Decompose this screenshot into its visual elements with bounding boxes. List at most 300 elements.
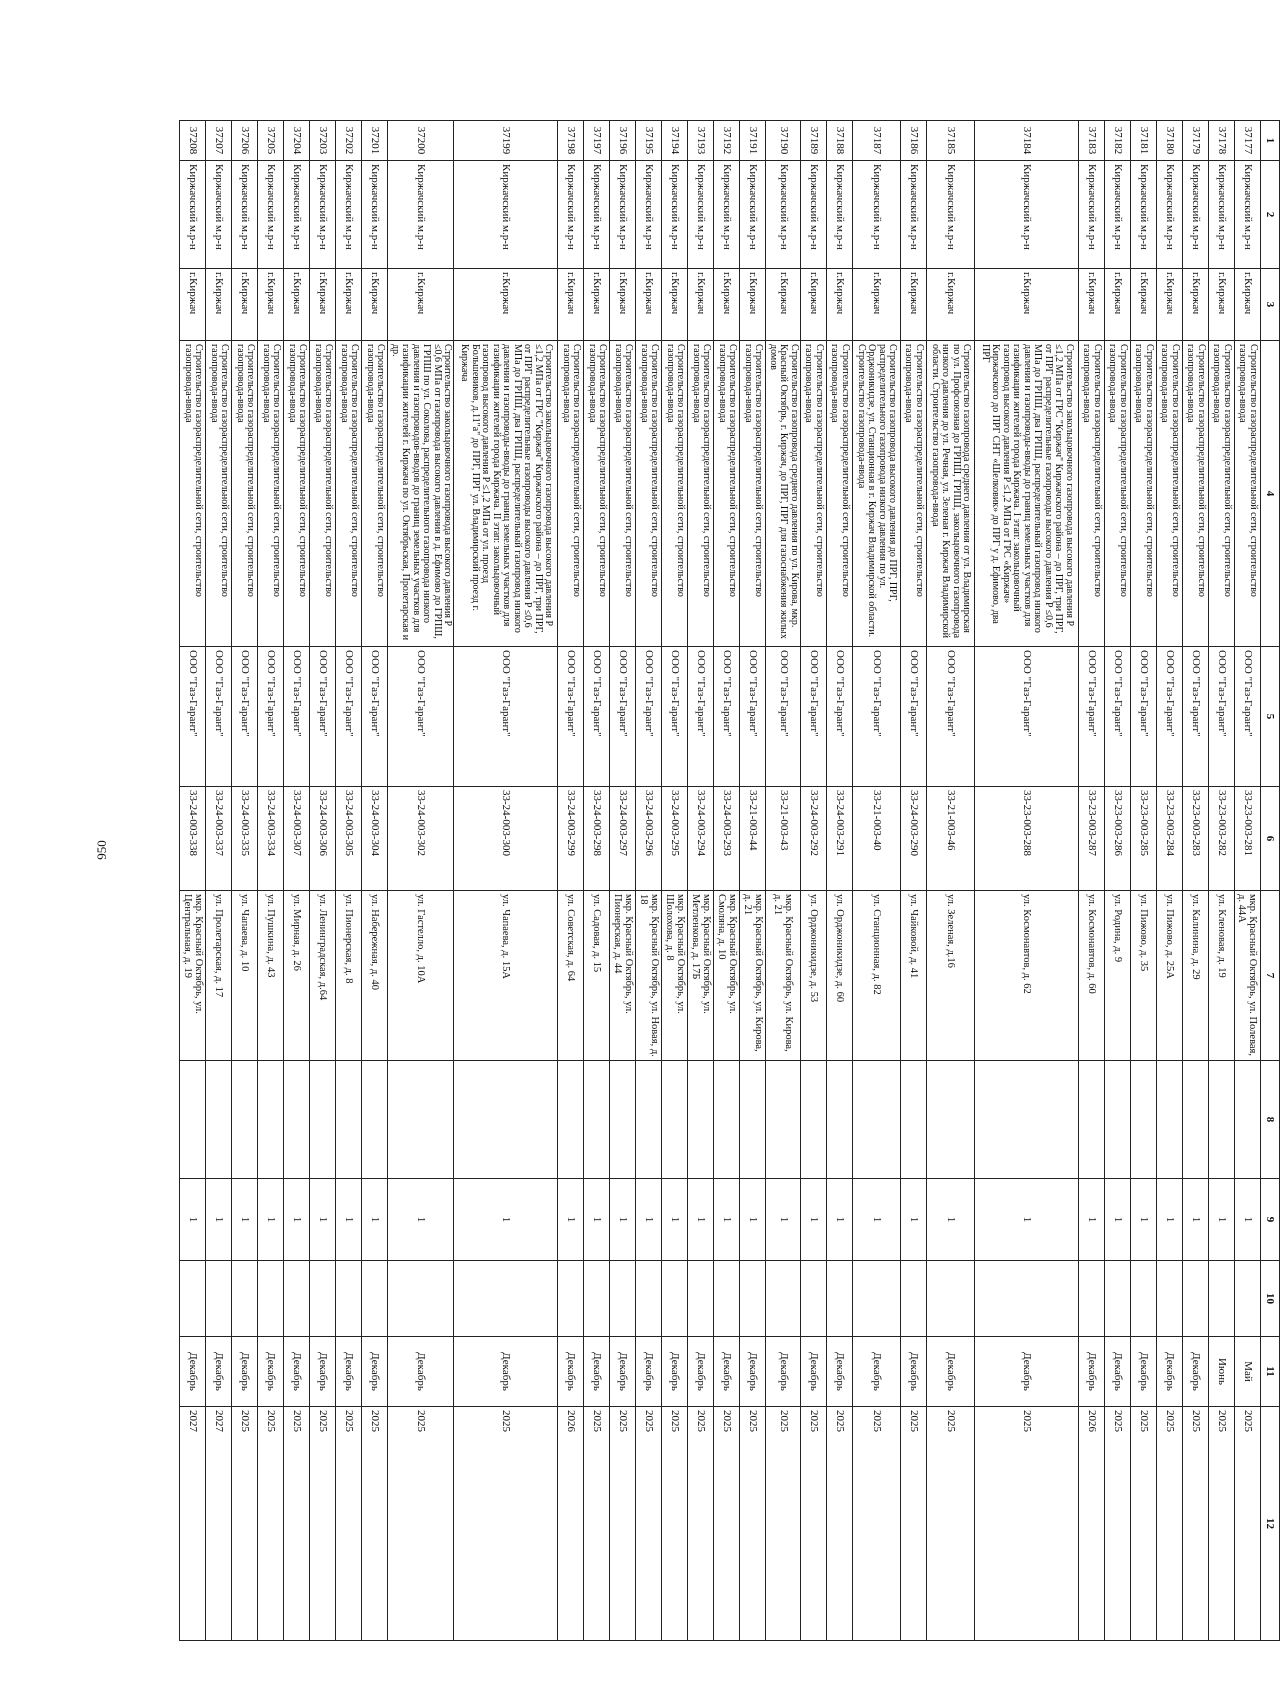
work-description-cell: Строительство газопровода высокого давления до ПРГ, ПРГ, распределительного газопровода низкого давления по ул. Орджоникидзе, ул. Станционная в г. Киржач Владимирской области. Строительство газопровода-ввода: [853, 341, 901, 647]
quantity-cell: 1: [766, 1179, 801, 1261]
month-cell: Декабрь: [388, 1337, 454, 1407]
settlement-cell: г.Киржач: [827, 269, 853, 341]
object-code-cell: 33-24-003-334: [258, 787, 284, 891]
table-row: [284, 121, 310, 1641]
address-cell: ул. Советская, д. 64: [558, 891, 584, 1061]
col-header-6: 6: [1261, 787, 1280, 891]
year-cell: 2025: [584, 1407, 610, 1641]
col8-cell: [454, 1061, 558, 1179]
organization-cell: ООО "Газ-Гарант": [610, 647, 636, 787]
object-code-cell: 33-23-003-287: [1079, 787, 1105, 891]
organization-cell: ООО "Газ-Гарант": [740, 647, 766, 787]
object-code-cell: 33-24-003-294: [688, 787, 714, 891]
table-row: [901, 121, 927, 1641]
work-description-cell: Строительство газораспределительной сети, строительство газопровода-ввода: [180, 341, 206, 647]
work-description-cell: Строительство газораспределительной сети, строительство газопровода-ввода: [662, 341, 688, 647]
col10-cell: [558, 1261, 584, 1337]
organization-cell: ООО "Газ-Гарант": [388, 647, 454, 787]
quantity-cell: 1: [284, 1179, 310, 1261]
settlement-cell: г.Киржач: [801, 269, 827, 341]
month-cell: Декабрь: [901, 1337, 927, 1407]
address-cell: ул. Мирная, д. 26: [284, 891, 310, 1061]
year-cell: 2025: [388, 1407, 454, 1641]
district-cell: Киржачский м.р-н: [975, 161, 1079, 269]
col8-cell: [1235, 1061, 1261, 1179]
row-number: 37202: [336, 121, 362, 161]
month-cell: Декабрь: [206, 1337, 232, 1407]
row-number: 37187: [853, 121, 901, 161]
year-cell: 2025: [1235, 1407, 1261, 1641]
work-description-cell: Строительство газораспределительной сети, строительство газопровода-ввода: [801, 341, 827, 647]
col8-cell: [975, 1061, 1079, 1179]
col8-cell: [310, 1061, 336, 1179]
year-cell: 2025: [1131, 1407, 1157, 1641]
year-cell: 2025: [362, 1407, 388, 1641]
table-row: [206, 121, 232, 1641]
col8-cell: [284, 1061, 310, 1179]
work-description-cell: Строительство газопровода среднего давления от ул. Владимирская по ул. Профсоюзная до ГРПШ, ГРПШ, закольцовочного газопровода низкого давления до ул. Речная, ул. Зеленая г. Киржач Владимирской области. Строительство газопровода-ввода: [927, 341, 975, 647]
object-code-cell: 33-23-003-286: [1105, 787, 1131, 891]
object-code-cell: 33-24-003-292: [801, 787, 827, 891]
address-cell: мкр. Красный Октябрь, ул. Новая, д. 18: [636, 891, 662, 1061]
address-cell: ул. Чапаева, д. 15А: [454, 891, 558, 1061]
col10-cell: [766, 1261, 801, 1337]
gasification-table: [180, 120, 1280, 1641]
district-cell: Киржачский м.р-н: [206, 161, 232, 269]
year-cell: 2025: [636, 1407, 662, 1641]
table-row: [1079, 121, 1105, 1641]
month-cell: Декабрь: [258, 1337, 284, 1407]
row-number: 37182: [1105, 121, 1131, 161]
object-code-cell: 33-24-003-300: [454, 787, 558, 891]
organization-cell: ООО "Газ-Гарант": [801, 647, 827, 787]
col8-cell: [258, 1061, 284, 1179]
work-description-cell: Строительство газораспределительной сети, строительство газопровода-ввода: [232, 341, 258, 647]
address-cell: ул. Чапаева, д. 10: [232, 891, 258, 1061]
settlement-cell: г.Киржач: [610, 269, 636, 341]
row-number: 37199: [454, 121, 558, 161]
work-description-cell: Строительство газопровода среднего давления по ул. Кирова, мкр. Красный Октябрь, г. Киржач, до ПРГ, ПРГ для газоснабжения жилых домов: [766, 341, 801, 647]
quantity-cell: 1: [610, 1179, 636, 1261]
object-code-cell: 33-24-003-306: [310, 787, 336, 891]
col-header-3: 3: [1261, 269, 1280, 341]
quantity-cell: 1: [853, 1179, 901, 1261]
col10-cell: [610, 1261, 636, 1337]
col8-cell: [1131, 1061, 1157, 1179]
organization-cell: ООО "Газ-Гарант": [206, 647, 232, 787]
quantity-cell: 1: [454, 1179, 558, 1261]
settlement-cell: г.Киржач: [853, 269, 901, 341]
year-cell: 2026: [1079, 1407, 1105, 1641]
col10-cell: [1209, 1261, 1235, 1337]
object-code-cell: 33-21-003-46: [927, 787, 975, 891]
address-cell: ул. Космонавтов, д. 60: [1079, 891, 1105, 1061]
col10-cell: [206, 1261, 232, 1337]
col8-cell: [558, 1061, 584, 1179]
col8-cell: [901, 1061, 927, 1179]
year-cell: 2027: [206, 1407, 232, 1641]
col8-cell: [636, 1061, 662, 1179]
col10-cell: [584, 1261, 610, 1337]
organization-cell: ООО "Газ-Гарант": [284, 647, 310, 787]
rotated-table-wrapper: [180, 120, 1280, 1640]
address-cell: мкр. Красный Октябрь, ул. Пионерская, д. 44: [610, 891, 636, 1061]
address-cell: мкр. Красный Октябрь, ул. Кирова, д. 21: [766, 891, 801, 1061]
object-code-cell: 33-23-003-284: [1157, 787, 1183, 891]
work-description-cell: Строительство газораспределительной сети, строительство газопровода-ввода: [901, 341, 927, 647]
table-row: [975, 121, 1079, 1641]
row-number: 37195: [636, 121, 662, 161]
address-cell: ул. Пушкина, д. 43: [258, 891, 284, 1061]
address-cell: ул. Зеленая, д.16: [927, 891, 975, 1061]
quantity-cell: 1: [584, 1179, 610, 1261]
table-row: [927, 121, 975, 1641]
year-cell: 2025: [1157, 1407, 1183, 1641]
district-cell: Киржачский м.р-н: [310, 161, 336, 269]
table-row: [454, 121, 558, 1641]
col10-cell: [901, 1261, 927, 1337]
work-description-cell: Строительство газораспределительной сети, строительство газопровода-ввода: [310, 341, 336, 647]
col10-cell: [636, 1261, 662, 1337]
district-cell: Киржачский м.р-н: [827, 161, 853, 269]
settlement-cell: г.Киржач: [766, 269, 801, 341]
object-code-cell: 33-24-003-299: [558, 787, 584, 891]
organization-cell: ООО "Газ-Гарант": [827, 647, 853, 787]
organization-cell: ООО "Газ-Гарант": [1235, 647, 1261, 787]
address-cell: ул. Пионерская, д. 8: [336, 891, 362, 1061]
col-header-11: 11: [1261, 1337, 1280, 1407]
district-cell: Киржачский м.р-н: [232, 161, 258, 269]
year-cell: 2025: [1209, 1407, 1235, 1641]
district-cell: Киржачский м.р-н: [662, 161, 688, 269]
address-cell: мкр. Красный Октябрь, ул. Центральная, д. 19: [180, 891, 206, 1061]
year-cell: 2025: [310, 1407, 336, 1641]
year-cell: 2027: [180, 1407, 206, 1641]
month-cell: Декабрь: [584, 1337, 610, 1407]
object-code-cell: 33-24-003-291: [827, 787, 853, 891]
district-cell: Киржачский м.р-н: [636, 161, 662, 269]
work-description-cell: Строительство газораспределительной сети, строительство газопровода-ввода: [258, 341, 284, 647]
settlement-cell: г.Киржач: [362, 269, 388, 341]
month-cell: Декабрь: [336, 1337, 362, 1407]
col8-cell: [766, 1061, 801, 1179]
col10-cell: [1183, 1261, 1209, 1337]
row-number: 37193: [688, 121, 714, 161]
table-row: [636, 121, 662, 1641]
work-description-cell: Строительство газораспределительной сети, строительство газопровода-ввода: [284, 341, 310, 647]
settlement-cell: г.Киржач: [558, 269, 584, 341]
year-cell: 2026: [558, 1407, 584, 1641]
quantity-cell: 1: [927, 1179, 975, 1261]
table-row: [558, 121, 584, 1641]
col10-cell: [1157, 1261, 1183, 1337]
table-row: [801, 121, 827, 1641]
col10-cell: [454, 1261, 558, 1337]
object-code-cell: 33-24-003-305: [336, 787, 362, 891]
work-description-cell: Строительство газораспределительной сети, строительство газопровода-ввода: [636, 341, 662, 647]
month-cell: Декабрь: [853, 1337, 901, 1407]
settlement-cell: г.Киржач: [180, 269, 206, 341]
row-number: 37178: [1209, 121, 1235, 161]
month-cell: Декабрь: [1157, 1337, 1183, 1407]
col8-cell: [388, 1061, 454, 1179]
row-number: 37206: [232, 121, 258, 161]
year-cell: 2025: [714, 1407, 740, 1641]
district-cell: Киржачский м.р-н: [362, 161, 388, 269]
organization-cell: ООО "Газ-Гарант": [1131, 647, 1157, 787]
year-cell: 2025: [258, 1407, 284, 1641]
col8-cell: [688, 1061, 714, 1179]
table-row: [688, 121, 714, 1641]
col-header-2: 2: [1261, 161, 1280, 269]
table-row: [336, 121, 362, 1641]
district-cell: Киржачский м.р-н: [610, 161, 636, 269]
work-description-cell: Строительство газораспределительной сети, строительство газопровода-ввода: [336, 341, 362, 647]
table-row: [610, 121, 636, 1641]
address-cell: мкр. Красный Октябрь, ул. Полевая, д. 44А: [1235, 891, 1261, 1061]
address-cell: ул. Ленинградская, д.64: [310, 891, 336, 1061]
district-cell: Киржачский м.р-н: [1235, 161, 1261, 269]
col10-cell: [662, 1261, 688, 1337]
table-row: [1183, 121, 1209, 1641]
col10-cell: [336, 1261, 362, 1337]
object-code-cell: 33-24-003-295: [662, 787, 688, 891]
col8-cell: [662, 1061, 688, 1179]
object-code-cell: 33-24-003-290: [901, 787, 927, 891]
organization-cell: ООО "Газ-Гарант": [362, 647, 388, 787]
district-cell: Киржачский м.р-н: [901, 161, 927, 269]
organization-cell: ООО "Газ-Гарант": [454, 647, 558, 787]
object-code-cell: 33-24-003-307: [284, 787, 310, 891]
work-description-cell: Строительство газораспределительной сети, строительство газопровода-ввода: [1183, 341, 1209, 647]
address-cell: мкр. Красный Октябрь, ул. Смоляна, д. 10: [714, 891, 740, 1061]
district-cell: Киржачский м.р-н: [284, 161, 310, 269]
col8-cell: [180, 1061, 206, 1179]
quantity-cell: 1: [901, 1179, 927, 1261]
address-cell: ул. Станционная, д. 82: [853, 891, 901, 1061]
quantity-cell: 1: [180, 1179, 206, 1261]
quantity-cell: 1: [975, 1179, 1079, 1261]
month-cell: Декабрь: [1079, 1337, 1105, 1407]
col10-cell: [362, 1261, 388, 1337]
work-description-cell: Строительство газораспределительной сети, строительство газопровода-ввода: [584, 341, 610, 647]
row-number: 37184: [975, 121, 1079, 161]
organization-cell: ООО "Газ-Гарант": [662, 647, 688, 787]
year-cell: 2025: [336, 1407, 362, 1641]
row-number: 37192: [714, 121, 740, 161]
month-cell: Декабрь: [232, 1337, 258, 1407]
table-row: [766, 121, 801, 1641]
object-code-cell: 33-21-003-44: [740, 787, 766, 891]
quantity-cell: 1: [206, 1179, 232, 1261]
col10-cell: [258, 1261, 284, 1337]
quantity-cell: 1: [740, 1179, 766, 1261]
object-code-cell: 33-24-003-293: [714, 787, 740, 891]
settlement-cell: г.Киржач: [662, 269, 688, 341]
col10-cell: [1079, 1261, 1105, 1337]
work-description-cell: Строительство газораспределительной сети, строительство газопровода-ввода: [827, 341, 853, 647]
year-cell: 2025: [901, 1407, 927, 1641]
district-cell: Киржачский м.р-н: [714, 161, 740, 269]
quantity-cell: 1: [232, 1179, 258, 1261]
object-code-cell: 33-23-003-283: [1183, 787, 1209, 891]
col10-cell: [310, 1261, 336, 1337]
col8-cell: [336, 1061, 362, 1179]
object-code-cell: 33-21-003-43: [766, 787, 801, 891]
address-cell: ул. Набережная, д. 40: [362, 891, 388, 1061]
settlement-cell: г.Киржач: [388, 269, 454, 341]
quantity-cell: 1: [388, 1179, 454, 1261]
quantity-cell: 1: [558, 1179, 584, 1261]
month-cell: Декабрь: [662, 1337, 688, 1407]
table-row: [714, 121, 740, 1641]
quantity-cell: 1: [1079, 1179, 1105, 1261]
work-description-cell: Строительство газораспределительной сети, строительство газопровода-ввода: [1235, 341, 1261, 647]
quantity-cell: 1: [1209, 1179, 1235, 1261]
col8-cell: [206, 1061, 232, 1179]
col10-cell: [688, 1261, 714, 1337]
table-row: [853, 121, 901, 1641]
work-description-cell: Строительство газораспределительной сети, строительство газопровода-ввода: [206, 341, 232, 647]
col8-cell: [1105, 1061, 1131, 1179]
quantity-cell: 1: [258, 1179, 284, 1261]
object-code-cell: 33-23-003-288: [975, 787, 1079, 891]
district-cell: Киржачский м.р-н: [558, 161, 584, 269]
table-row: [180, 121, 206, 1641]
row-number: 37185: [927, 121, 975, 161]
district-cell: Киржачский м.р-н: [258, 161, 284, 269]
address-cell: ул. Родина, д. 9: [1105, 891, 1131, 1061]
settlement-cell: г.Киржач: [258, 269, 284, 341]
table-row: [827, 121, 853, 1641]
organization-cell: ООО "Газ-Гарант": [232, 647, 258, 787]
settlement-cell: г.Киржач: [975, 269, 1079, 341]
quantity-cell: 1: [688, 1179, 714, 1261]
work-description-cell: Строительство газораспределительной сети, строительство газопровода-ввода: [1105, 341, 1131, 647]
col10-cell: [714, 1261, 740, 1337]
quantity-cell: 1: [310, 1179, 336, 1261]
row-number: 37177: [1235, 121, 1261, 161]
col10-cell: [1131, 1261, 1157, 1337]
settlement-cell: г.Киржач: [310, 269, 336, 341]
col8-cell: [714, 1061, 740, 1179]
quantity-cell: 1: [714, 1179, 740, 1261]
year-cell: 2025: [662, 1407, 688, 1641]
district-cell: Киржачский м.р-н: [1183, 161, 1209, 269]
district-cell: Киржачский м.р-н: [1157, 161, 1183, 269]
col-header-9: 9: [1261, 1179, 1280, 1261]
settlement-cell: г.Киржач: [232, 269, 258, 341]
table-row: [1131, 121, 1157, 1641]
year-cell: 2025: [827, 1407, 853, 1641]
organization-cell: ООО "Газ-Гарант": [1183, 647, 1209, 787]
year-cell: 2025: [454, 1407, 558, 1641]
object-code-cell: 33-24-003-338: [180, 787, 206, 891]
address-cell: ул. Пижово, д. 35: [1131, 891, 1157, 1061]
month-cell: Декабрь: [610, 1337, 636, 1407]
year-cell: 2025: [232, 1407, 258, 1641]
quantity-cell: 1: [827, 1179, 853, 1261]
address-cell: ул. Чайковой, д. 41: [901, 891, 927, 1061]
table-row: [310, 121, 336, 1641]
col8-cell: [1079, 1061, 1105, 1179]
district-cell: Киржачский м.р-н: [927, 161, 975, 269]
object-code-cell: 33-24-003-304: [362, 787, 388, 891]
settlement-cell: г.Киржач: [740, 269, 766, 341]
organization-cell: ООО "Газ-Гарант": [975, 647, 1079, 787]
col10-cell: [180, 1261, 206, 1337]
col8-cell: [1157, 1061, 1183, 1179]
organization-cell: ООО "Газ-Гарант": [558, 647, 584, 787]
col8-cell: [232, 1061, 258, 1179]
object-code-cell: 33-24-003-296: [636, 787, 662, 891]
work-description-cell: Строительство газораспределительной сети, строительство газопровода-ввода: [688, 341, 714, 647]
month-cell: Декабрь: [180, 1337, 206, 1407]
row-number: 37180: [1157, 121, 1183, 161]
month-cell: Декабрь: [688, 1337, 714, 1407]
address-cell: ул. Гастелло, д. 10А: [388, 891, 454, 1061]
work-description-cell: Строительство газораспределительной сети, строительство газопровода-ввода: [740, 341, 766, 647]
row-number: 37186: [901, 121, 927, 161]
settlement-cell: г.Киржач: [1235, 269, 1261, 341]
organization-cell: ООО "Газ-Гарант": [927, 647, 975, 787]
col10-cell: [388, 1261, 454, 1337]
table-row: [362, 121, 388, 1641]
district-cell: Киржачский м.р-н: [1131, 161, 1157, 269]
row-number: 37179: [1183, 121, 1209, 161]
month-cell: Декабрь: [310, 1337, 336, 1407]
row-number: 37207: [206, 121, 232, 161]
object-code-cell: 33-24-003-302: [388, 787, 454, 891]
organization-cell: ООО "Газ-Гарант": [1157, 647, 1183, 787]
row-number: 37204: [284, 121, 310, 161]
col-header-10: 10: [1261, 1261, 1280, 1337]
district-cell: Киржачский м.р-н: [740, 161, 766, 269]
quantity-cell: 1: [801, 1179, 827, 1261]
table-body: [180, 121, 1261, 1641]
year-cell: 2025: [801, 1407, 827, 1641]
organization-cell: ООО "Газ-Гарант": [180, 647, 206, 787]
organization-cell: ООО "Газ-Гарант": [636, 647, 662, 787]
object-code-cell: 33-24-003-337: [206, 787, 232, 891]
row-number: 37208: [180, 121, 206, 161]
table-row: [584, 121, 610, 1641]
col8-cell: [740, 1061, 766, 1179]
object-code-cell: 33-23-003-282: [1209, 787, 1235, 891]
organization-cell: ООО "Газ-Гарант": [310, 647, 336, 787]
settlement-cell: г.Киржач: [688, 269, 714, 341]
settlement-cell: г.Киржач: [1079, 269, 1105, 341]
month-cell: Декабрь: [362, 1337, 388, 1407]
organization-cell: ООО "Газ-Гарант": [853, 647, 901, 787]
month-cell: Декабрь: [1105, 1337, 1131, 1407]
work-description-cell: Строительство газораспределительной сети, строительство газопровода-ввода: [362, 341, 388, 647]
col-header-1: 1: [1261, 121, 1280, 161]
month-cell: Декабрь: [740, 1337, 766, 1407]
district-cell: Киржачский м.р-н: [1105, 161, 1131, 269]
col-header-5: 5: [1261, 647, 1280, 787]
organization-cell: ООО "Газ-Гарант": [258, 647, 284, 787]
object-code-cell: 33-21-003-40: [853, 787, 901, 891]
district-cell: Киржачский м.р-н: [688, 161, 714, 269]
col10-cell: [740, 1261, 766, 1337]
settlement-cell: г.Киржач: [1209, 269, 1235, 341]
district-cell: Киржачский м.р-н: [766, 161, 801, 269]
work-description-cell: Строительство газораспределительной сети, строительство газопровода-ввода: [1079, 341, 1105, 647]
work-description-cell: Строительство газораспределительной сети, строительство газопровода-ввода: [558, 341, 584, 647]
address-cell: ул. Садовая, д. 15: [584, 891, 610, 1061]
month-cell: Декабрь: [801, 1337, 827, 1407]
